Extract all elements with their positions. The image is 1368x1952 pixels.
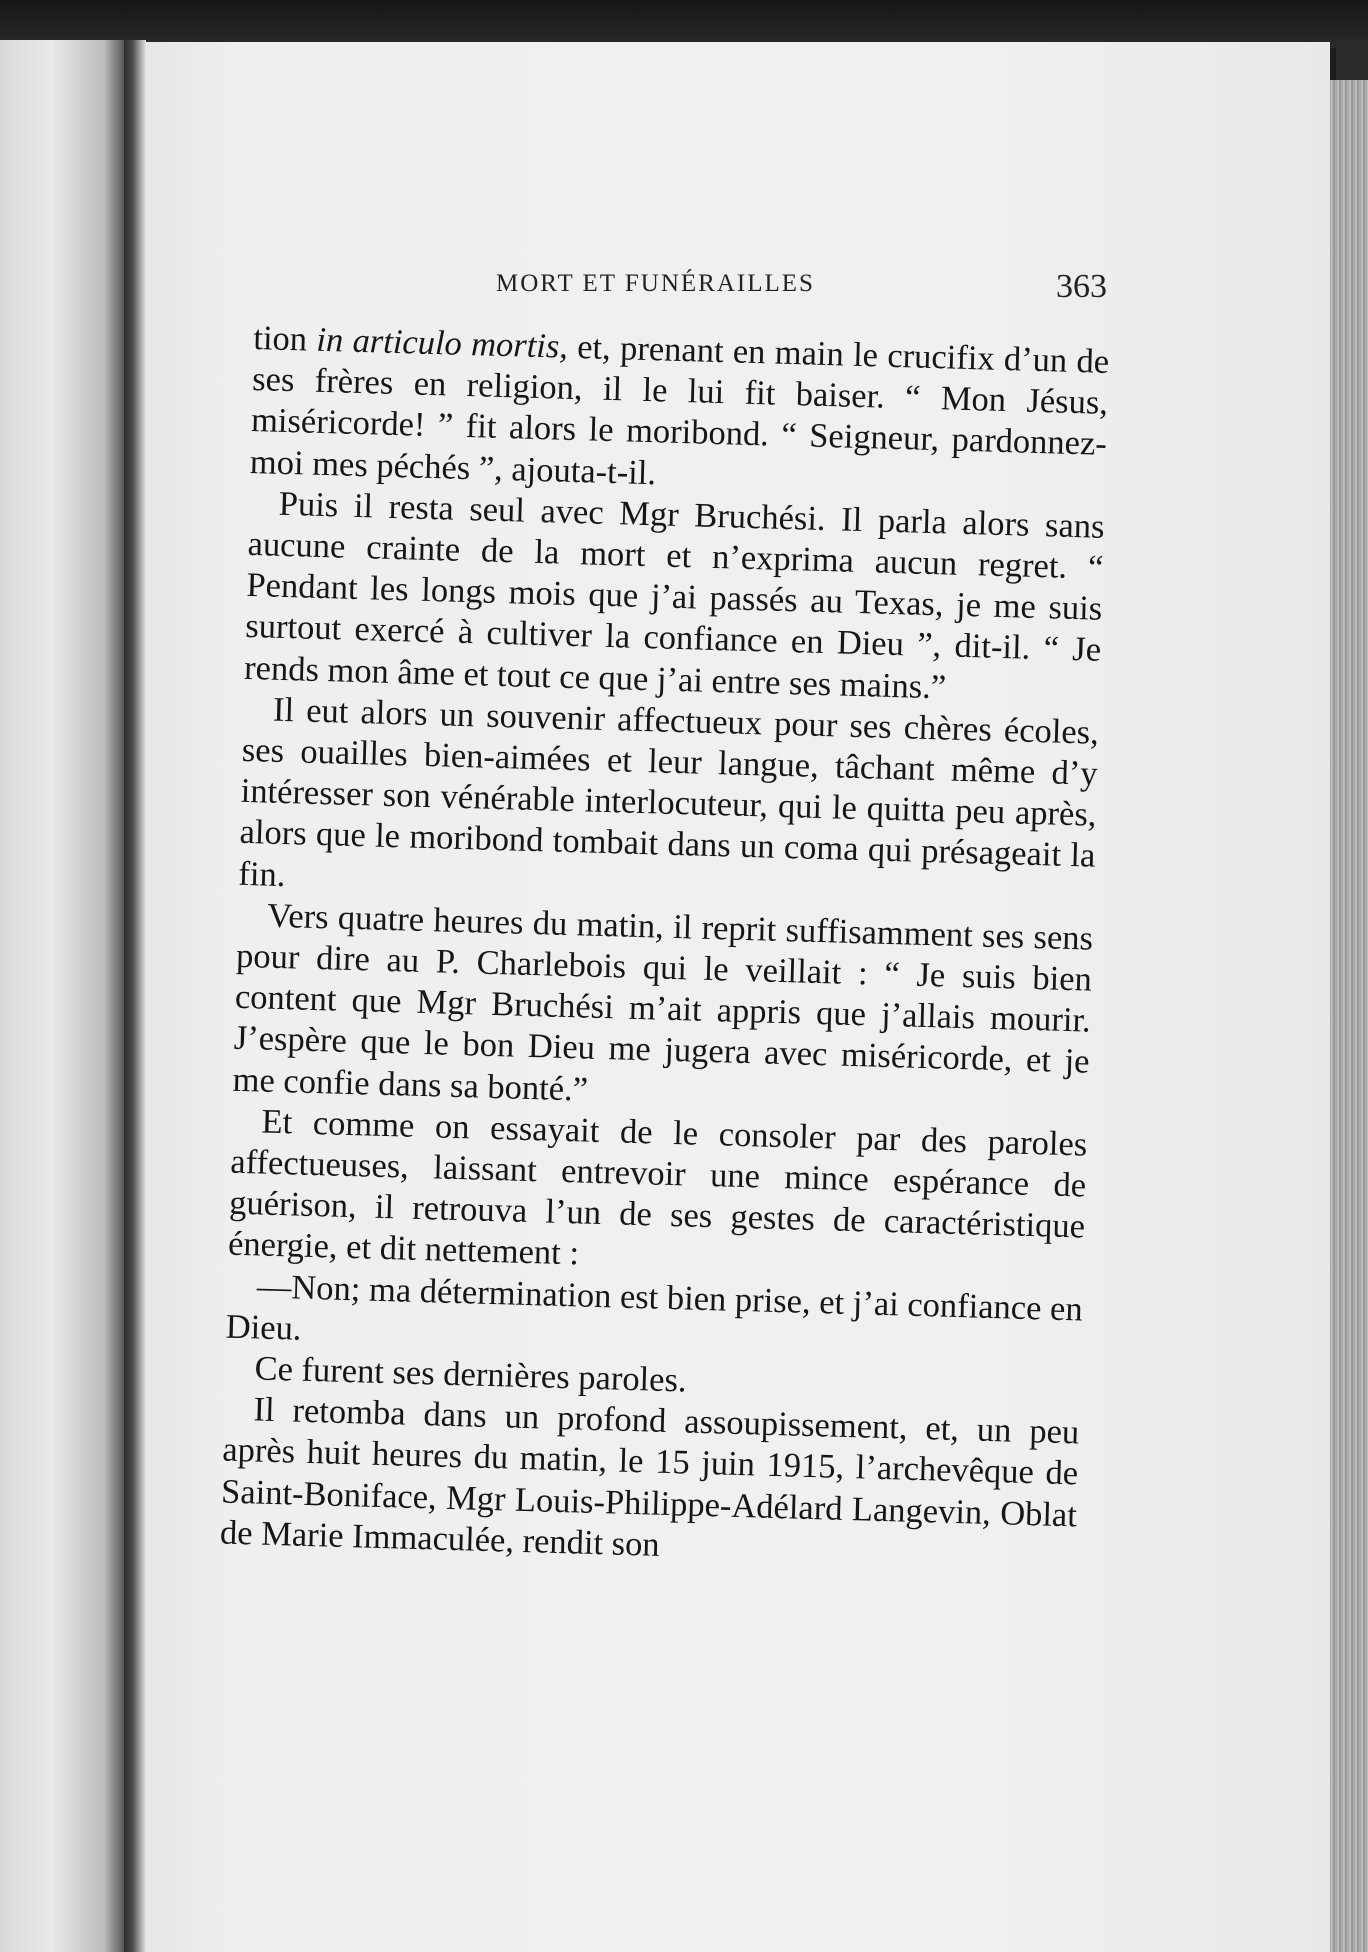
paragraph-2: Puis il resta seul avec Mgr Bruchési. Il parla alors sans aucune crainte de la mort et n’exprima aucun regret. “ Pendant les longs mois que j’ai passés au Texas, je me suis surtout exercé à cultiver la confiance en Dieu ”, dit-il. “ Je rends mon âme et tout ce que j’ai entre ses mains.” [243, 484, 1106, 707]
paragraph-1 [249, 318, 1109, 507]
scan-top-border [0, 0, 1368, 48]
previous-page-edge [0, 40, 130, 1952]
body-text [219, 318, 1109, 1578]
page-block-edge [1330, 80, 1368, 1952]
paragraph-3: Il eut alors un souvenir affectueux pour ses chères écoles, ses ouailles bien-aimées et leur langue, tâchant même d’y intéresser son vénérable interlocuteur, qui le quitta peu après, alors que le moribond tombait dans un coma qui présageait la fin. [237, 690, 1100, 894]
paragraph-4: Vers quatre heures du matin, il reprit suffisamment ses sens pour dire au P. Charlebois qui le veillait : “ Je suis bien content que Mgr Bruchési m’ait appris que j’allais mourir. J’espère que le bon Dieu me jugera avec miséricorde, et je me confie dans sa bonté.” [232, 896, 1094, 1109]
paragraph-1-lead: tion [252, 318, 317, 359]
page-number: 363 [1056, 268, 1107, 305]
paragraph-1-latin-phrase: in articulo mortis, [315, 320, 569, 366]
paragraph-7: Ce furent ses dernières paroles. [254, 1349, 688, 1400]
paragraph-1-rest: et, prenant en main le crucifix d’un de ses frères en religion, il le lui fit baiser. “ Mon Jésus, miséricorde! ” fit alors le moribond. “ Seigneur, pardonnez-moi mes péchés ”, ajouta-t-il. [249, 327, 1110, 492]
gutter-shadow [124, 40, 146, 1952]
running-head: MORT ET FUNÉRAILLES [496, 270, 815, 297]
paragraph-8: Il retomba dans un profond assoupissement, et, un peu après huit heures du matin, le 15 juin 1915, l’archevêque de Saint-Boniface, Mgr Louis-Philippe-Adélard Langevin, Oblat de Marie Immaculée, rendit son [219, 1390, 1080, 1564]
paragraph-5: Et comme on essayait de le consoler par des paroles affectueuses, laissant entrevoir une mince espérance de guérison, il retrouva l’un de ses gestes de caractéristique énergie, et dit nettement : [227, 1102, 1088, 1273]
paragraph-6: —Non; ma détermination est bien prise, et j’ai confiance en Dieu. [225, 1267, 1084, 1348]
